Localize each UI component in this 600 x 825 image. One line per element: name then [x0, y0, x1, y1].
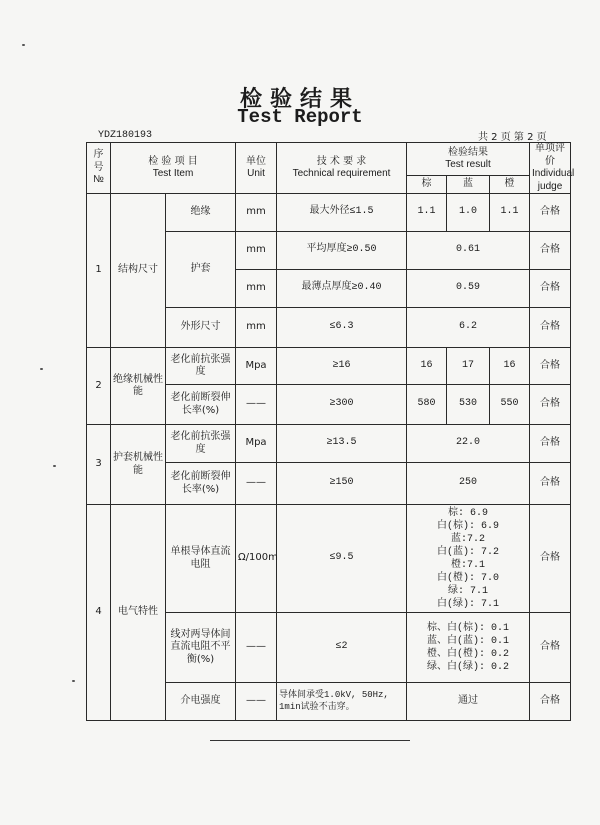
requirement-cell: 平均厚度≥0.50: [277, 232, 407, 270]
page-indicator: 共 2 页 第 2 页: [478, 132, 547, 143]
requirement-cell: ≥13.5: [277, 425, 407, 463]
group-name: 电气特性: [111, 505, 166, 721]
col-header-no: 序号 №: [87, 143, 111, 194]
judge-cell: 合格: [530, 613, 571, 683]
col-header-result-orange: 橙: [490, 176, 530, 194]
requirement-cell: 最薄点厚度≥0.40: [277, 270, 407, 308]
result-cell: 1.1: [490, 194, 530, 232]
judge-cell: 合格: [530, 385, 571, 425]
unit-cell: Mpa: [236, 425, 277, 463]
group-name: 护套机械性能: [111, 425, 166, 505]
unit-cell: mm: [236, 232, 277, 270]
col-header-item: 检 验 项 目 Test Item: [111, 143, 236, 194]
judge-cell: 合格: [530, 683, 571, 721]
group-number: 4: [87, 505, 111, 721]
unit-cell: ——: [236, 385, 277, 425]
unit-cell: mm: [236, 308, 277, 348]
col-header-unit: 单位 Unit: [236, 143, 277, 194]
footer-divider: [210, 740, 410, 741]
result-cell: 1.1: [407, 194, 447, 232]
scan-speck: [40, 368, 43, 370]
result-cell: 通过: [407, 683, 530, 721]
result-cell: 6.2: [407, 308, 530, 348]
sub-item: 单根导体直流电阻: [166, 505, 236, 613]
col-header-result-blue: 蓝: [447, 176, 490, 194]
result-cell: 棕: 6.9 白(棕): 6.9 蓝:7.2 白(蓝): 7.2 橙:7.1 白(橙): 7.0 绿: 7.1 白(绿): 7.1: [407, 505, 530, 613]
requirement-cell: ≤6.3: [277, 308, 407, 348]
col-header-requirement: 技 术 要 求 Technical requirement: [277, 143, 407, 194]
group-number: 2: [87, 348, 111, 425]
table-row: [87, 505, 571, 613]
col-header-result: 检验结果 Test result: [407, 143, 530, 176]
scan-speck: [22, 44, 25, 46]
result-cell: 0.59: [407, 270, 530, 308]
result-cell: 16: [407, 348, 447, 385]
sub-item: 线对两导体间直流电阻不平衡(%): [166, 613, 236, 683]
group-number: 1: [87, 194, 111, 348]
scan-speck: [72, 680, 75, 682]
result-cell: 0.61: [407, 232, 530, 270]
sub-item: 老化前断裂伸长率(%): [166, 463, 236, 505]
result-cell: 550: [490, 385, 530, 425]
sub-item: 外形尺寸: [166, 308, 236, 348]
unit-cell: mm: [236, 194, 277, 232]
unit-cell: ——: [236, 613, 277, 683]
unit-cell: ——: [236, 683, 277, 721]
document-number: YDZ180193: [98, 130, 153, 141]
report-title-cn: 检验结果: [239, 87, 360, 112]
result-cell: 16: [490, 348, 530, 385]
sub-item: 老化前抗张强度: [166, 425, 236, 463]
unit-cell: Ω/100m: [236, 505, 277, 613]
unit-cell: Mpa: [236, 348, 277, 385]
table-row: [87, 425, 571, 463]
result-cell: 1.0: [447, 194, 490, 232]
sub-item: 绝缘: [166, 194, 236, 232]
judge-cell: 合格: [530, 308, 571, 348]
table-row: [87, 194, 571, 232]
group-name: 绝缘机械性能: [111, 348, 166, 425]
judge-cell: 合格: [530, 425, 571, 463]
table-row: [87, 348, 571, 385]
result-cell: 580: [407, 385, 447, 425]
result-cell: 530: [447, 385, 490, 425]
sub-item: 老化前断裂伸长率(%): [166, 385, 236, 425]
judge-cell: 合格: [530, 270, 571, 308]
judge-cell: 合格: [530, 505, 571, 613]
result-cell: 250: [407, 463, 530, 505]
result-cell: 棕、白(棕): 0.1 蓝、白(蓝): 0.1 橙、白(橙): 0.2 绿、白(绿): 0.2: [407, 613, 530, 683]
group-number: 3: [87, 425, 111, 505]
col-header-result-brown: 棕: [407, 176, 447, 194]
result-cell: 17: [447, 348, 490, 385]
judge-cell: 合格: [530, 463, 571, 505]
sub-item: 护套: [166, 232, 236, 308]
col-header-judge: 单项评价 Individual judge: [530, 143, 571, 194]
result-cell: 22.0: [407, 425, 530, 463]
requirement-cell: ≤2: [277, 613, 407, 683]
report-title-en: Test Report: [237, 106, 363, 128]
test-result-table: [86, 142, 575, 721]
requirement-cell: ≥150: [277, 463, 407, 505]
judge-cell: 合格: [530, 194, 571, 232]
judge-cell: 合格: [530, 348, 571, 385]
requirement-cell: 最大外径≤1.5: [277, 194, 407, 232]
group-name: 结构尺寸: [111, 194, 166, 348]
unit-cell: mm: [236, 270, 277, 308]
scan-speck: [53, 465, 56, 467]
sub-item: 介电强度: [166, 683, 236, 721]
requirement-cell: ≤9.5: [277, 505, 407, 613]
unit-cell: ——: [236, 463, 277, 505]
sub-item: 老化前抗张强度: [166, 348, 236, 385]
requirement-cell: ≥16: [277, 348, 407, 385]
requirement-cell: 导体间承受1.0kV, 50Hz, 1min试验不击穿。: [277, 683, 407, 721]
requirement-cell: ≥300: [277, 385, 407, 425]
judge-cell: 合格: [530, 232, 571, 270]
header-row: [87, 143, 571, 176]
